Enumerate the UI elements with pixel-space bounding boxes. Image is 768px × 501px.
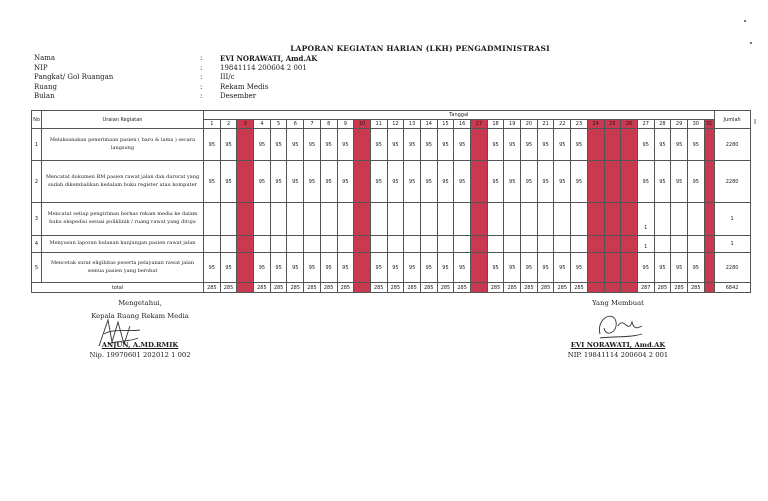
day-cell (604, 236, 621, 253)
info-value: Rekam Medis (220, 82, 269, 91)
day-header: 7 (304, 120, 321, 129)
day-cell: 95 (220, 129, 237, 161)
day-cell (454, 236, 471, 253)
day-cell (671, 236, 688, 253)
day-cell: 95 (254, 129, 271, 161)
day-cell (404, 236, 421, 253)
day-total: 285 (204, 283, 221, 293)
day-total: 285 (454, 283, 471, 293)
day-cell (704, 253, 714, 283)
day-cell (554, 203, 571, 236)
day-cell: 95 (521, 161, 538, 203)
day-cell: 95 (504, 161, 521, 203)
day-total: 285 (287, 283, 304, 293)
day-cell: 95 (370, 253, 387, 283)
day-cell (220, 203, 237, 236)
day-cell: 95 (420, 161, 437, 203)
day-header: 30 (687, 120, 704, 129)
day-total: 285 (554, 283, 571, 293)
day-header: 22 (554, 120, 571, 129)
day-header: 17 (471, 120, 488, 129)
info-label: Bulan (34, 92, 55, 101)
day-cell (270, 203, 287, 236)
day-cell (654, 236, 671, 253)
day-cell (237, 203, 254, 236)
row-jumlah: 1 (714, 203, 750, 236)
day-total: 285 (504, 283, 521, 293)
info-colon: : (200, 73, 203, 82)
day-cell (487, 203, 504, 236)
left-sign-name-wrap (40, 341, 240, 359)
day-cell (237, 129, 254, 161)
right-sign-nip: NIP. 19841114 200604 2 001 (567, 351, 669, 359)
day-cell: 95 (420, 253, 437, 283)
info-value: Desember (220, 92, 257, 101)
right-signature-block (518, 299, 718, 307)
day-cell (237, 253, 254, 283)
activity-description: Mencatat dokumen RM pasien rawat jalan dan darurat yang sudah dikembalikan kedalam buku register atau komputer (42, 161, 204, 203)
day-cell: 95 (254, 161, 271, 203)
day-cell (204, 236, 221, 253)
day-header: 21 (537, 120, 554, 129)
day-cell: 95 (420, 129, 437, 161)
day-cell: 95 (304, 129, 321, 161)
day-cell: 95 (554, 161, 571, 203)
report-title: LAPORAN KEGIATAN HARIAN (LKH) PENGADMINISTRASI (290, 44, 550, 53)
day-cell: 95 (287, 161, 304, 203)
day-cell: 95 (204, 129, 221, 161)
day-header: 28 (654, 120, 671, 129)
activity-description: Mencetak surat eligibitas peserta pelayanan rawat jalan semua pasien yang berobat (42, 253, 204, 283)
row-jumlah: 2280 (714, 161, 750, 203)
day-cell (704, 236, 714, 253)
day-cell: 95 (637, 129, 654, 161)
day-cell: 95 (687, 161, 704, 203)
activity-description: Mencatat setiap pengiriman berkas rekam media ke dalam buku ekspedisi sesuai poliklinik / ruang rawat yang dituju (42, 203, 204, 236)
info-label: Ruang (34, 82, 57, 91)
info-value: 19841114 200604 2 001 (220, 63, 307, 72)
day-cell: 95 (687, 129, 704, 161)
day-cell: 95 (220, 161, 237, 203)
day-cell (354, 203, 371, 236)
right-sign-name: EVI NORAWATI, Amd.AK (570, 341, 666, 349)
day-cell: 95 (337, 161, 354, 203)
day-cell (521, 236, 538, 253)
day-total: 285 (571, 283, 588, 293)
day-cell: 95 (687, 253, 704, 283)
day-cell (587, 129, 604, 161)
day-cell: 95 (437, 129, 454, 161)
info-row (34, 92, 420, 102)
day-total: 285 (687, 283, 704, 293)
info-value: EVI NORAWATI, Amd.AK (220, 54, 318, 63)
day-total: 285 (254, 283, 271, 293)
day-header: 1 (204, 120, 221, 129)
day-cell: 95 (254, 253, 271, 283)
day-cell: 95 (404, 253, 421, 283)
day-header: 25 (604, 120, 621, 129)
day-cell: 95 (320, 129, 337, 161)
day-header: 8 (320, 120, 337, 129)
day-cell: 1 (637, 236, 654, 253)
day-cell (704, 161, 714, 203)
right-signature-scribble (594, 308, 646, 342)
info-row (34, 73, 420, 83)
total-label: total (32, 283, 204, 293)
day-cell: 1 (637, 203, 654, 236)
day-header: 20 (521, 120, 538, 129)
scan-dot (750, 42, 752, 44)
table-row (32, 203, 751, 236)
day-cell: 95 (487, 161, 504, 203)
day-cell: 95 (521, 129, 538, 161)
day-cell: 95 (454, 129, 471, 161)
day-cell (287, 203, 304, 236)
day-total: 285 (370, 283, 387, 293)
day-total: 285 (654, 283, 671, 293)
day-cell (254, 236, 271, 253)
right-sign-name-wrap (518, 341, 718, 359)
day-cell (654, 203, 671, 236)
day-cell (571, 236, 588, 253)
day-header: 6 (287, 120, 304, 129)
day-cell: 95 (521, 253, 538, 283)
day-cell: 95 (554, 253, 571, 283)
row-jumlah: 2280 (714, 253, 750, 283)
day-cell: 95 (654, 129, 671, 161)
row-number: 4 (32, 236, 42, 253)
day-total: 285 (387, 283, 404, 293)
header-jumlah: Jumlah (714, 111, 750, 129)
day-cell (437, 236, 454, 253)
day-cell (354, 236, 371, 253)
info-row (34, 64, 420, 74)
day-cell (370, 236, 387, 253)
day-cell: 95 (337, 129, 354, 161)
day-cell (604, 253, 621, 283)
day-cell (337, 203, 354, 236)
day-cell (471, 161, 488, 203)
day-cell (420, 236, 437, 253)
day-cell (604, 129, 621, 161)
day-cell (204, 203, 221, 236)
day-total: 285 (437, 283, 454, 293)
day-cell (471, 129, 488, 161)
stray-mark: I (754, 118, 757, 126)
activity-table (31, 110, 751, 293)
day-total: 285 (487, 283, 504, 293)
day-cell (387, 203, 404, 236)
info-label: NIP (34, 63, 48, 72)
day-total: 285 (537, 283, 554, 293)
day-cell: 95 (554, 129, 571, 161)
day-total (471, 283, 488, 293)
activity-description: Menyusun laporan bulanan kunjungan pasien rawat jalan (42, 236, 204, 253)
day-cell (621, 236, 638, 253)
header-uraian-kegiatan: Uraian Kegiatan (42, 111, 204, 129)
day-header: 12 (387, 120, 404, 129)
day-cell (587, 253, 604, 283)
day-header: 15 (437, 120, 454, 129)
day-total: 285 (337, 283, 354, 293)
day-cell: 95 (287, 129, 304, 161)
day-header: 31 (705, 121, 713, 127)
day-cell: 95 (654, 253, 671, 283)
day-cell: 95 (387, 161, 404, 203)
day-cell (604, 203, 621, 236)
info-colon: : (200, 82, 203, 91)
day-cell: 95 (320, 161, 337, 203)
row-number: 3 (32, 203, 42, 236)
day-cell (237, 161, 254, 203)
info-row (34, 54, 420, 64)
day-header: 18 (487, 120, 504, 129)
day-header: 2 (220, 120, 237, 129)
day-header: 11 (370, 120, 387, 129)
day-cell: 95 (220, 253, 237, 283)
day-header: 26 (621, 120, 638, 129)
day-cell: 95 (637, 161, 654, 203)
day-cell (521, 203, 538, 236)
day-header: 27 (637, 120, 654, 129)
day-cell (471, 203, 488, 236)
info-row (34, 83, 420, 93)
day-cell (621, 253, 638, 283)
day-total: 285 (521, 283, 538, 293)
info-colon: : (200, 63, 203, 72)
info-colon: : (200, 54, 203, 62)
day-cell: 95 (204, 253, 221, 283)
day-cell (504, 236, 521, 253)
day-header: 19 (504, 120, 521, 129)
day-cell: 95 (204, 161, 221, 203)
day-cell (604, 161, 621, 203)
day-cell (437, 203, 454, 236)
day-cell: 95 (487, 129, 504, 161)
day-cell: 95 (454, 253, 471, 283)
left-sign-line1: Mengetahui, (118, 299, 162, 307)
day-cell (671, 203, 688, 236)
info-label: Pangkat/ Gol Ruangan (34, 73, 114, 82)
day-cell (320, 236, 337, 253)
day-cell (337, 236, 354, 253)
day-cell: 95 (671, 253, 688, 283)
day-total: 285 (320, 283, 337, 293)
day-cell: 95 (537, 253, 554, 283)
day-header: 4 (254, 120, 271, 129)
day-total (354, 283, 371, 293)
day-cell (621, 129, 638, 161)
day-cell: 95 (571, 129, 588, 161)
day-total (237, 283, 254, 293)
day-header: 13 (404, 120, 421, 129)
day-total: 285 (420, 283, 437, 293)
day-total (704, 283, 714, 293)
table-row (32, 161, 751, 203)
day-cell (704, 129, 714, 161)
day-cell: 95 (304, 161, 321, 203)
day-cell (370, 203, 387, 236)
day-cell: 95 (404, 129, 421, 161)
info-value: III/c (220, 73, 235, 82)
day-cell (687, 203, 704, 236)
day-cell: 95 (654, 161, 671, 203)
day-total: 285 (671, 283, 688, 293)
day-cell (270, 236, 287, 253)
grand-total: 6842 (714, 283, 750, 293)
employee-info (34, 54, 420, 102)
day-cell (354, 129, 371, 161)
row-jumlah: 2280 (714, 129, 750, 161)
day-cell: 95 (287, 253, 304, 283)
day-cell: 95 (537, 129, 554, 161)
day-cell (587, 161, 604, 203)
day-cell (287, 236, 304, 253)
day-total: 285 (270, 283, 287, 293)
day-cell (420, 203, 437, 236)
day-cell: 95 (320, 253, 337, 283)
day-cell (387, 236, 404, 253)
day-cell (537, 236, 554, 253)
day-cell: 95 (504, 129, 521, 161)
row-jumlah: 1 (714, 236, 750, 253)
day-cell: 95 (437, 161, 454, 203)
day-cell: 95 (337, 253, 354, 283)
day-cell (304, 236, 321, 253)
day-cell: 95 (671, 161, 688, 203)
day-total (604, 283, 621, 293)
day-cell: 95 (571, 253, 588, 283)
day-cell (571, 203, 588, 236)
day-cell (471, 236, 488, 253)
day-header: 16 (454, 120, 471, 129)
day-cell (454, 203, 471, 236)
day-cell (621, 203, 638, 236)
day-cell: 95 (270, 161, 287, 203)
day-cell (254, 203, 271, 236)
day-header: 23 (571, 120, 588, 129)
day-cell (621, 161, 638, 203)
day-cell (704, 203, 714, 236)
header-no: No (32, 111, 42, 129)
activity-description: Melaksanakan penerimaan pasien ( baru & lama ) secara langsung (42, 129, 204, 161)
day-cell (220, 236, 237, 253)
day-cell (487, 236, 504, 253)
day-cell (354, 161, 371, 203)
day-cell: 95 (304, 253, 321, 283)
day-cell (554, 236, 571, 253)
day-cell: 95 (454, 161, 471, 203)
day-cell: 95 (404, 161, 421, 203)
left-sign-nip: Nip. 19970601 202012 1 002 (89, 351, 191, 359)
day-total: 285 (304, 283, 321, 293)
header-tanggal: Tanggal (204, 111, 715, 120)
day-total (587, 283, 604, 293)
info-colon: : (200, 92, 203, 101)
right-sign-line1: Yang Membuat (592, 299, 644, 307)
day-cell: 95 (270, 253, 287, 283)
day-header: 9 (337, 120, 354, 129)
left-sign-line2: Kepala Ruang Rekam Media (91, 312, 189, 320)
day-cell (237, 236, 254, 253)
day-cell (404, 203, 421, 236)
day-cell: 95 (387, 253, 404, 283)
table-row (32, 236, 751, 253)
day-cell: 95 (571, 161, 588, 203)
day-cell (537, 203, 554, 236)
day-cell: 95 (487, 253, 504, 283)
day-cell: 95 (437, 253, 454, 283)
row-number: 1 (32, 129, 42, 161)
day-cell: 95 (504, 253, 521, 283)
day-total: 287 (637, 283, 654, 293)
day-cell (587, 236, 604, 253)
day-cell: 95 (671, 129, 688, 161)
day-cell (354, 253, 371, 283)
day-cell (687, 236, 704, 253)
day-header: 24 (587, 120, 604, 129)
day-header: 3 (237, 120, 254, 129)
day-header: 10 (354, 120, 371, 129)
day-total: 285 (220, 283, 237, 293)
left-sign-name: ANJUN, A.MD.RMIK (101, 341, 179, 349)
day-cell: 95 (370, 129, 387, 161)
day-cell: 95 (637, 253, 654, 283)
table-row (32, 129, 751, 161)
scan-dot (744, 20, 746, 22)
day-cell: 95 (537, 161, 554, 203)
day-cell (304, 203, 321, 236)
day-cell (504, 203, 521, 236)
day-header: 14 (420, 120, 437, 129)
day-cell: 95 (270, 129, 287, 161)
day-cell: 95 (387, 129, 404, 161)
total-row (32, 283, 751, 293)
day-cell (587, 203, 604, 236)
info-label: Nama (34, 54, 56, 62)
table-row (32, 253, 751, 283)
row-number: 2 (32, 161, 42, 203)
row-number: 5 (32, 253, 42, 283)
day-cell (471, 253, 488, 283)
day-header: 29 (671, 120, 688, 129)
day-total: 285 (404, 283, 421, 293)
day-header: 5 (270, 120, 287, 129)
day-cell (320, 203, 337, 236)
day-cell: 95 (370, 161, 387, 203)
day-total (621, 283, 638, 293)
